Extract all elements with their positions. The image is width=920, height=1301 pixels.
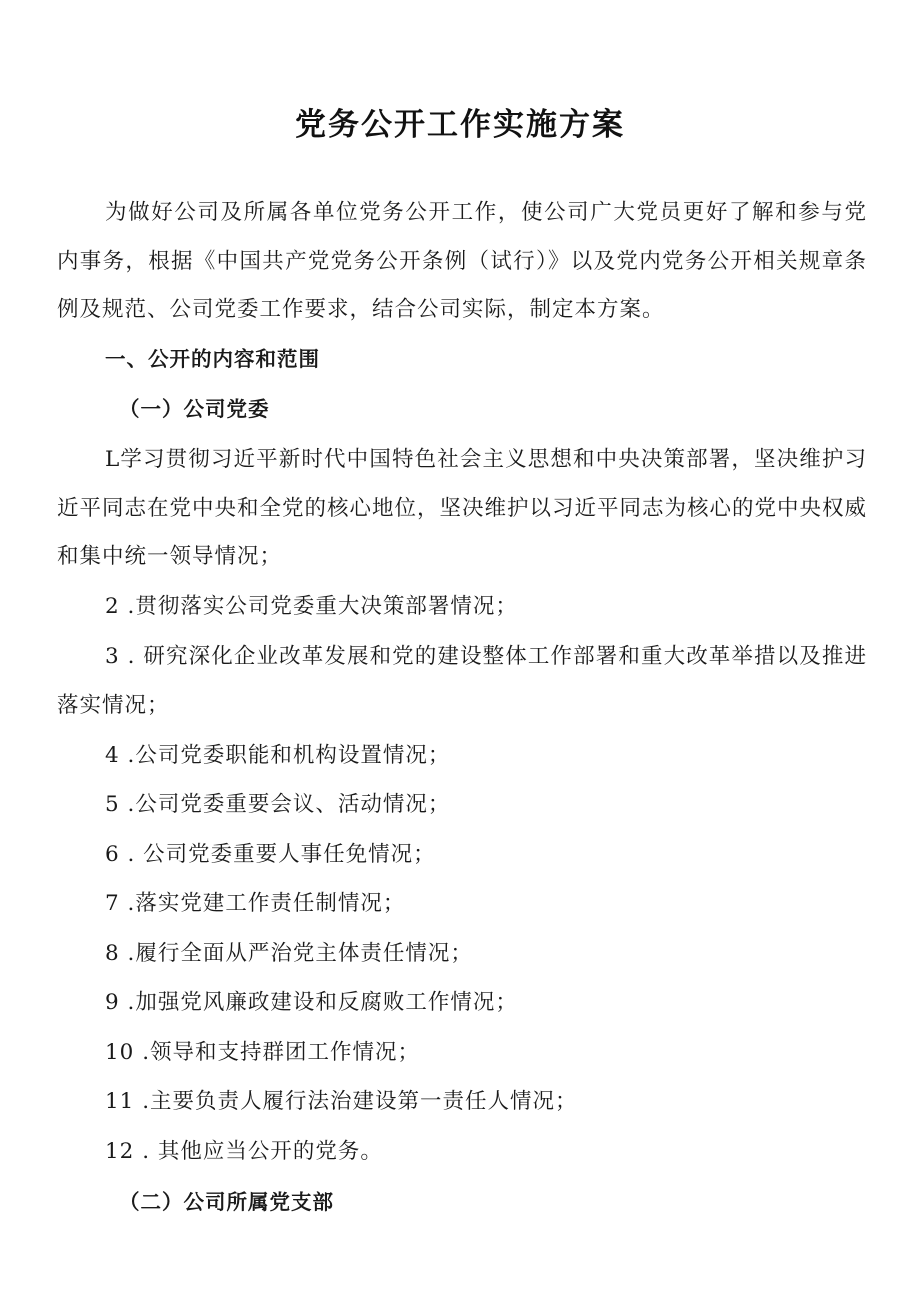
list-item-2: 2 .贯彻落实公司党委重大决策部署情况； [105,594,518,619]
list-item-1: L学习贯彻习近平新时代中国特色社会主义思想和中央决策部署，坚决维护习近平同志在党中央和全党的核心地位，坚决维护以习近平同志为核心的党中央权威和集中统一领导情况； [57,447,868,569]
list-item-3: 3 . 研究深化企业改革发展和党的建设整体工作部署和重大改革举措以及推进落实情况； [57,644,867,718]
intro-paragraph: 为做好公司及所属各单位党务公开工作，使公司广大党员更好了解和参与党内事务，根据《中国共产党党务公开条例（试行）》以及党内党务公开相关规章条例及规范、公司党委工作要求，结合公司实际，制定本方案。 [57,200,867,322]
document-title: 党务公开工作实施方案 [295,107,625,143]
list-item-5: 5 .公司党委重要会议、活动情况； [105,792,451,817]
list-item-7: 7 .落实党建工作责任制情况； [105,891,406,916]
section-heading-content-scope: 一、公开的内容和范围 [105,347,320,371]
list-item-12: 12 . 其他应当公开的党务。 [105,1139,383,1164]
list-item-10: 10 .领导和支持群团工作情况； [105,1040,421,1065]
subsection-heading-branches: （二）公司所属党支部 [119,1190,334,1214]
list-item-8: 8 .履行全面从严治党主体责任情况； [105,941,473,966]
list-item-4: 4 .公司党委职能和机构设置情况； [105,743,451,768]
subsection-heading-party-committee: （一）公司党委 [119,397,270,421]
list-item-11: 11 .主要负责人履行法治建设第一责任人情况； [105,1089,578,1114]
list-item-6: 6 . 公司党委重要人事任免情况； [105,842,436,867]
list-item-9: 9 .加强党风廉政建设和反腐败工作情况； [105,990,518,1015]
